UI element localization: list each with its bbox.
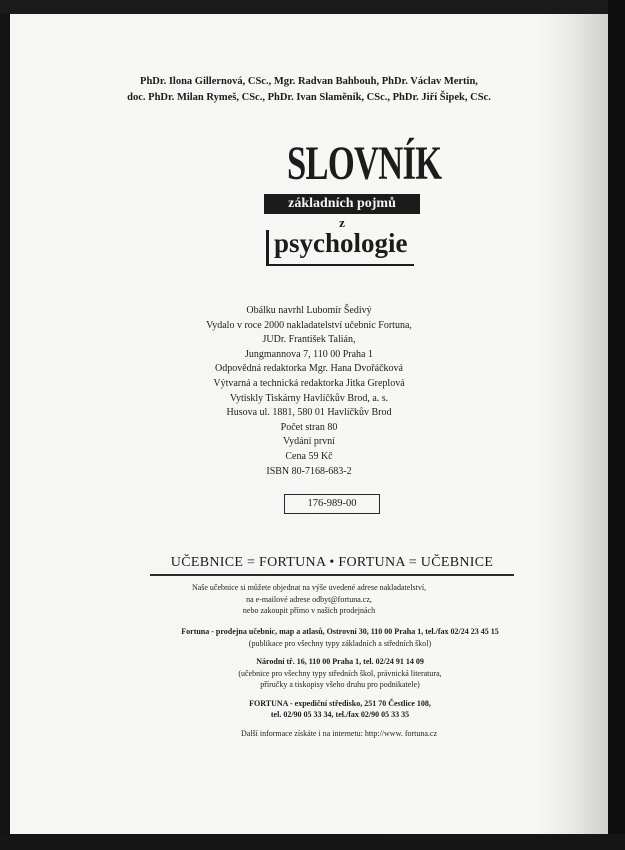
order-info-line: nebo zakoupit přímo v našich prodejnách (242, 606, 376, 615)
banner-rule (150, 574, 514, 576)
colophon-line: Husova ul. 1881, 580 01 Havlíčkův Brod (226, 407, 392, 419)
order-info-line: Naše učebnice si můžete objednat na výše uvedené adrese nakladatelství, (191, 583, 427, 592)
author-list (10, 74, 608, 106)
scan-border-top (0, 0, 625, 14)
book-page (10, 14, 608, 834)
colophon-line: Odpovědná redaktorka Mgr. Hana Dvořáčková (215, 363, 403, 375)
author-line: PhDr. Ilona Gillernová, CSc., Mgr. Radvan Bahbouh, PhDr. Václav Mertin, (140, 76, 478, 87)
colophon-line: Vytiskly Tiskárny Havlíčkův Brod, a. s. (229, 392, 389, 404)
author-line: doc. PhDr. Milan Rymeš, CSc., PhDr. Ivan Slaměník, CSc., PhDr. Jiří Šipek, CSc. (127, 92, 491, 103)
shop-note: (učebnice pro všechny typy středních škol, právnická literatura, (238, 668, 442, 678)
colophon-line: Obálku navrhl Lubomír Šedivý (246, 305, 372, 316)
order-info (10, 582, 608, 617)
title-connector: z (339, 215, 345, 230)
shop-note: příručky a tiskopisy všeho druhu pro podnikatele) (260, 680, 420, 689)
title-subject: psychologie (274, 228, 408, 258)
shop-list (10, 626, 625, 721)
shop-address: Národní tř. 16, 110 00 Praha 1, tel. 02/24 91 14 09 (256, 657, 424, 666)
colophon-line: Počet stran 80 (280, 421, 338, 433)
catalog-code-box: 176-989-00 (284, 494, 380, 514)
shop-address: tel. 02/90 05 33 34, tel./fax 02/90 05 33 35 (270, 710, 410, 719)
publisher-banner: UČEBNICE = FORTUNA • FORTUNA = UČEBNICE (170, 555, 494, 570)
scan-border-bottom (0, 834, 625, 850)
colophon (10, 304, 608, 479)
colophon-line: ISBN 80-7168-683-2 (266, 465, 352, 477)
colophon-line: Cena 59 Kč (285, 450, 333, 462)
title-subtitle: základních pojmů (264, 194, 420, 214)
colophon-line: Jungmannova 7, 110 00 Praha 1 (245, 348, 373, 360)
shop-address: FORTUNA - expediční středisko, 251 70 Čestlice 108, (249, 698, 431, 708)
scan-border-right (608, 0, 625, 850)
title-bracket (266, 230, 269, 264)
colophon-line: Vydalo v roce 2000 nakladatelství učebnic Fortuna, (206, 319, 412, 331)
colophon-line: Vydání první (283, 436, 335, 448)
order-info-line: na e-mailové adrese odbyt@fortuna.cz, (246, 594, 372, 604)
title-main: SLOVNÍK (287, 137, 442, 190)
shop-address: Fortuna - prodejna učebnic, map a atlasů, Ostrovní 30, 110 00 Praha 1, tel./fax 02/24 23 45 15 (181, 627, 499, 636)
more-info-line: Další informace získáte i na internetu: http://www. fortuna.cz (240, 729, 438, 738)
title-underline (266, 264, 414, 266)
colophon-line: JUDr. František Talián, (262, 334, 356, 346)
colophon-line: Výtvarná a technická redaktorka Jitka Greplová (213, 377, 405, 389)
shop-note: (publikace pro všechny typy základních a středních škol) (248, 638, 432, 648)
